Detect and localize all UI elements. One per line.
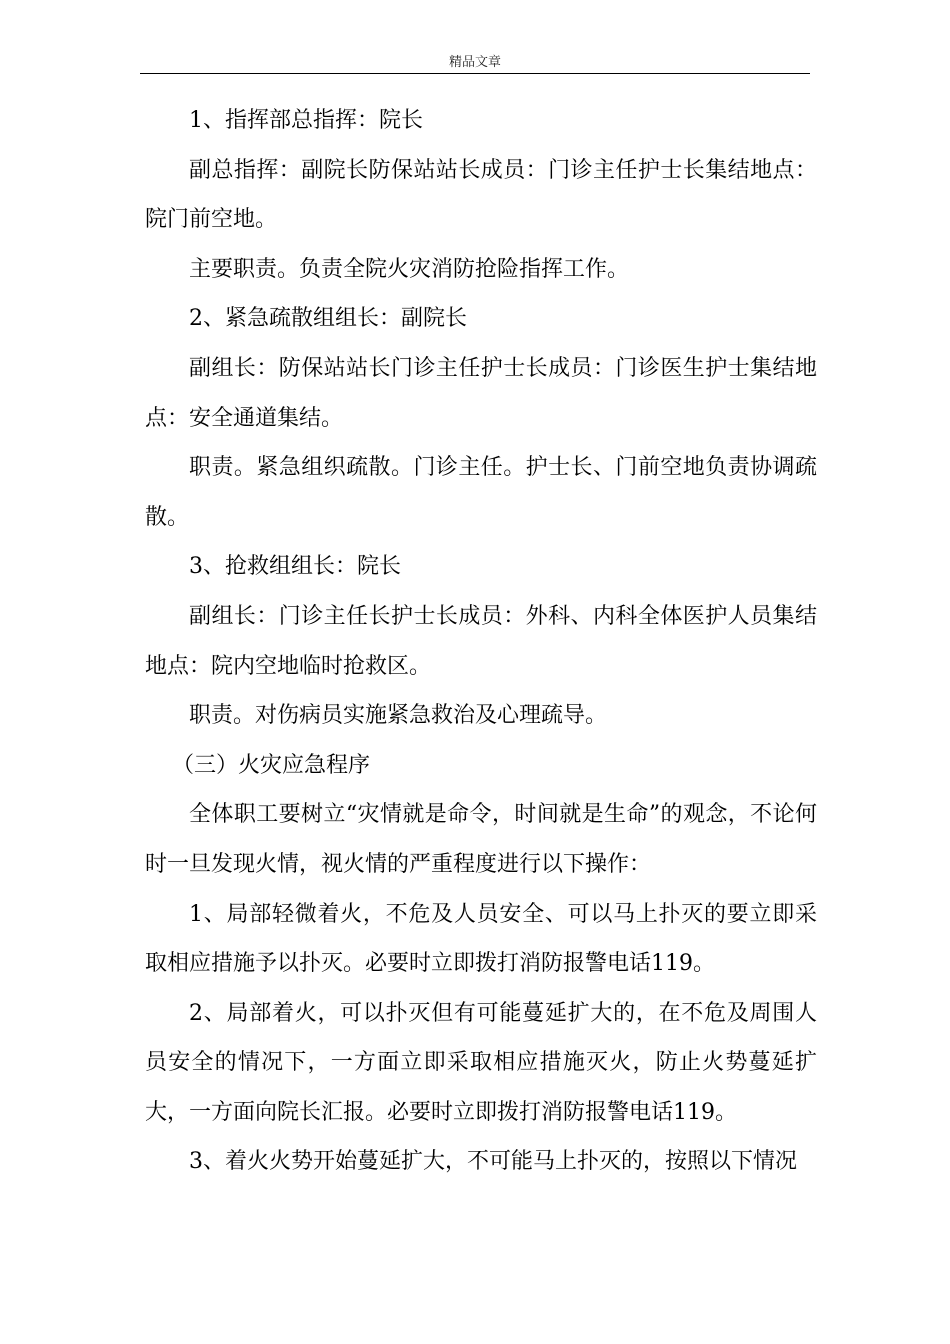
paragraph: 3、抢救组组长：院长 <box>189 554 401 580</box>
paragraph: 3、着火火势开始蔓延扩大，不可能马上扑灭的，按照以下情况 <box>189 1149 797 1175</box>
paragraph: 1、指挥部总指挥：院长 <box>189 108 423 133</box>
paragraph: 2、局部着火，可以扑灭但有可能蔓延扩大的，在不危及周围人员安全的情况下，一方面立即采取相应措施灭火，防止火势蔓延扩大，一方面向院长汇报。必要时立即拨打消防报警电话119。 <box>145 1000 817 1125</box>
paragraph: 副组长：门诊主任长护士长成员：外科、内科全体医护人员集结地点：院内空地临时抢救区。 <box>145 603 817 679</box>
header-title: 精品文章 <box>448 55 501 70</box>
paragraph: 副组长：防保站站长门诊主任护士长成员：门诊医生护士集结地点：安全通道集结。 <box>145 355 817 431</box>
paragraph: 职责。对伤病员实施紧急救治及心理疏导。 <box>189 703 608 729</box>
paragraph: 2、紧急疏散组组长：副院长 <box>189 306 467 332</box>
page-header <box>140 55 810 74</box>
paragraph: 副总指挥：副院长防保站站长成员：门诊主任护士长集结地点：院门前空地。 <box>145 157 817 233</box>
paragraph: 职责。紧急组织疏散。门诊主任。护士长、门前空地负责协调疏散。 <box>145 455 817 530</box>
paragraph: 1、局部轻微着火，不危及人员安全、可以马上扑灭的要立即采取相应措施予以扑灭。必要时立即拨打消防报警电话119。 <box>145 901 817 977</box>
section-heading: （三）火灾应急程序 <box>172 752 371 778</box>
paragraph: 全体职工要树立“灾情就是命令，时间就是生命”的观念，不论何时一旦发现火情，视火情的严重程度进行以下操作： <box>145 802 817 877</box>
paragraph: 主要职责。负责全院火灾消防抢险指挥工作。 <box>189 256 630 282</box>
document-body <box>145 96 817 1187</box>
